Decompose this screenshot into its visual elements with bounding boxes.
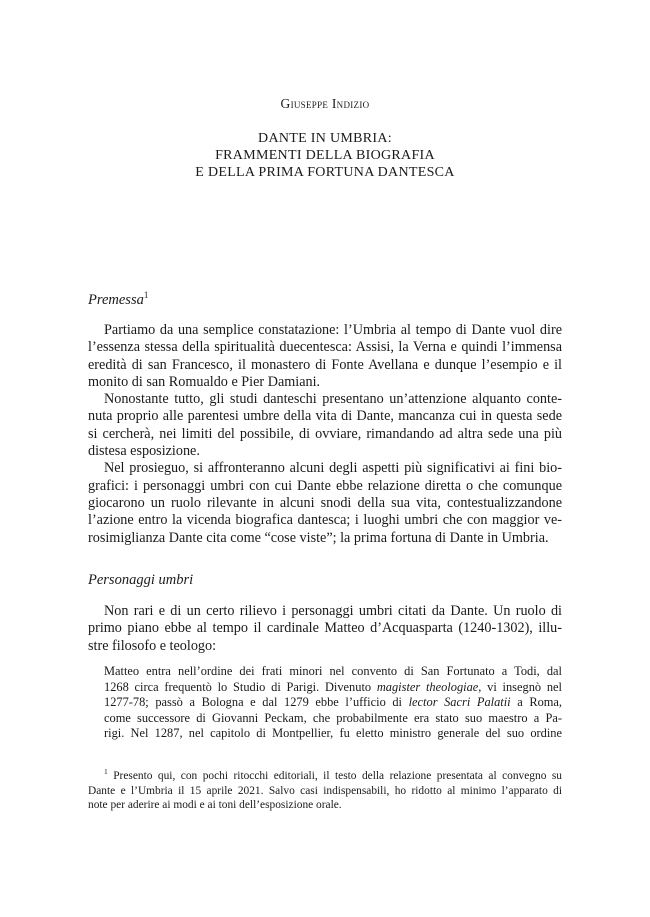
quote-italic: lector Sacri Palatii <box>408 695 511 710</box>
text-line: primo piano ebbe al tempo il cardinale Matteo d’Acquasparta (1240-1302), illu- <box>88 620 562 637</box>
text-line: l’azione entro la vicenda biografica dantesca; i luoghi umbri che con maggior ve- <box>88 512 562 529</box>
quote-text: , vi insegnò nel <box>478 679 562 694</box>
text-line: eredità di san Francesco, il monastero di Fonte Avellana e dunque l’esempio e il <box>88 356 562 373</box>
text-line: giocarono un ruolo rilevante in alcuni snodi della sua vita, contestualizzandone <box>88 494 562 511</box>
text-line: rosimiglianza Dante cita come “cose viste”; la prima fortuna di Dante in Umbria. <box>88 529 549 546</box>
text-line: l’essenza stessa della spiritualità duecentesca: Assisi, la Verna e quindi l’immensa <box>88 339 562 356</box>
text-line: grafici: i personaggi umbri con cui Dante ebbe relazione diretta o che comunque <box>88 477 562 494</box>
title-line: E DELLA PRIMA FORTUNA DANTESCA <box>195 165 455 180</box>
quote-line: come successore di Giovanni Peckam, che probabilmente era stato suo maestro a Pa- <box>104 710 562 725</box>
section-heading-text: Premessa <box>88 292 144 308</box>
quote-italic: magister theologiae <box>376 679 479 694</box>
section-body-premessa <box>88 322 562 547</box>
title-line: DANTE IN UMBRIA: <box>258 131 392 146</box>
quote-line: rigi. Nel 1287, nel capitolo di Montpellier, fu eletto ministro generale del suo ordine <box>104 726 562 741</box>
text-line: distesa esposizione. <box>88 443 200 460</box>
author-name: Giuseppe Indizio <box>280 96 370 111</box>
section-heading-premessa <box>88 292 148 309</box>
footnote <box>88 769 562 813</box>
text-line: Nel prosieguo, si affronteranno alcuni degli aspetti più significativi ai fini bio- <box>104 460 562 477</box>
quote-text: 1268 circa frequentò lo Studio di Parigi. Divenuto <box>104 679 377 694</box>
footnote-line <box>88 769 562 784</box>
footnote-line: note per aderire ai modi e ai toni dell’esposizione orale. <box>88 799 342 812</box>
text-line: si cercherà, nei limiti del possibile, di ovviare, rimandando ad altra sede una più <box>88 425 562 442</box>
title-line: FRAMMENTI DELLA BIOGRAFIA <box>215 148 435 163</box>
text-line: Non rari e di un certo rilievo i personaggi umbri citati da Dante. Un ruolo di <box>104 603 562 619</box>
block-quote <box>104 664 562 742</box>
text-line: Nonostante tutto, gli studi danteschi presentano un’attenzione alquanto conte- <box>104 391 562 408</box>
article-title <box>0 130 650 181</box>
quote-line <box>104 680 562 696</box>
quote-text: a Roma, <box>510 695 563 710</box>
footnote-text: Presento qui, con pochi ritocchi editoriali, il testo della relazione presentata al convegno su <box>107 770 562 782</box>
text-line: Partiamo da una semplice constatazione: l’Umbria al tempo di Dante vuol dire <box>104 322 562 338</box>
quote-line <box>104 695 562 711</box>
text-line: monito di san Romualdo e Pier Damiani. <box>88 373 321 390</box>
section-body-personaggi <box>88 603 562 655</box>
footnote-line: Dante e l’Umbria il 15 aprile 2021. Salvo casi indispensabili, ho ridotto al minimo l’apparato di <box>88 784 562 797</box>
quote-line: Matteo entra nell’ordine dei frati minori nel convento di San Fortunato a Todi, dal <box>104 664 562 678</box>
footnote-ref[interactable]: 1 <box>143 290 149 301</box>
section-heading-personaggi: Personaggi umbri <box>88 572 194 588</box>
quote-text: 1277-78; passò a Bologna e dal 1279 ebbe l’ufficio di <box>104 695 409 710</box>
footnote-number: 1 <box>104 767 108 777</box>
text-line: nuta proprio alle parentesi umbre della vita di Dante, mancanza cui in questa sede <box>88 408 562 425</box>
text-line: stre filosofo e teologo: <box>88 637 217 654</box>
